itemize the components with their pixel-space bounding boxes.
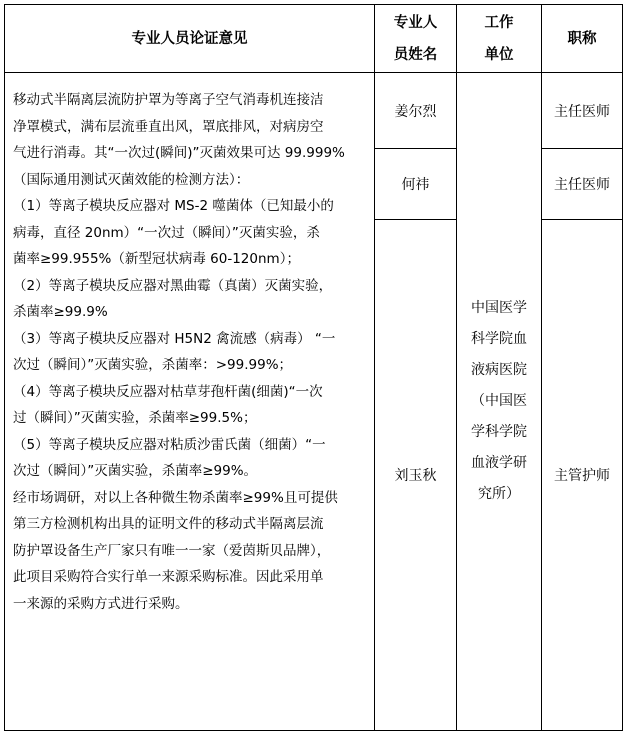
header-unit-line: 工作 [484,14,514,31]
header-name-line: 员姓名 [393,46,438,63]
work-unit-line: 血液学研 [471,455,527,471]
opinion-line: 移动式半隔离层流防护罩为等离子空气消毒机连接洁 [13,92,324,108]
expert-name: 何祎 [375,149,457,220]
work-unit-line: （中国医 [471,393,527,409]
opinion-line: 气进行消毒。其“一次过(瞬间)”灭菌效果可达 99.999% [13,145,345,161]
header-opinion: 专业人员论证意见 [5,5,375,73]
expert-title: 主管护师 [542,220,623,731]
expert-title: 主任医师 [542,73,623,149]
opinion-line: 杀菌率≥99.9% [13,304,108,320]
header-title: 职称 [542,5,623,73]
expert-title: 主任医师 [542,149,623,220]
work-unit [457,73,542,731]
opinion-line: 次过（瞬间）”灭菌实验，杀菌率≥99%。 [13,463,258,479]
opinion-line: （2）等离子模块反应器对黑曲霉（真菌）灭菌实验， [13,277,333,294]
work-unit-line: 科学院血 [471,331,527,347]
header-name-line: 专业人 [393,14,438,31]
work-unit-line: 中国医学 [471,300,527,316]
opinion-line: 此项目采购符合实行单一来源采购标准。因此采用单 [13,569,324,585]
opinion-line: （5）等离子模块反应器对粘质沙雷氏菌（细菌）“一 [13,436,326,453]
opinion-line: （国际通用测试灭菌效能的检测方法）： [13,171,250,188]
opinion-line: 防护罩设备生产厂家只有唯一一家（爱茵斯贝品牌）， [13,542,331,559]
header-unit-line: 单位 [484,46,514,63]
expert-name: 姜尔烈 [375,73,457,149]
opinion-line: 净罩模式，满布层流垂直出风，罩底排风，对病房空 [13,118,324,135]
work-unit-line: 究所） [478,486,520,502]
header-name [375,5,457,73]
opinion-line: 菌率≥99.955%（新型冠状病毒 60-120nm）； [13,251,300,267]
opinion-line: （1）等离子模块反应器对 MS-2 噬菌体（已知最小的 [13,198,334,214]
work-unit-line: 液病医院 [471,362,527,378]
opinion-line: 经市场调研，对以上各种微生物杀菌率≥99%且可提供 [13,489,338,506]
header-row [5,5,623,73]
opinion-line: （3）等离子模块反应器对 H5N2 禽流感（病毒） “一 [13,330,336,347]
opinion-line: （4）等离子模块反应器对枯草芽孢杆菌(细菌)“一次 [13,383,323,400]
expert-opinion-table [4,4,623,731]
expert-name: 刘玉秋 [375,220,457,731]
expert-row [5,73,623,149]
opinion-line: 次过（瞬间）”灭菌实验，杀菌率：>99.99%； [13,357,293,373]
opinion-line: 一来源的采购方式进行采购。 [13,595,189,612]
work-unit-line: 学科学院 [471,424,527,440]
opinion-text [5,73,375,731]
header-unit [457,5,542,73]
opinion-line: 第三方检测机构出具的证明文件的移动式半隔离层流 [13,516,324,532]
opinion-line: 病毒，直径 20nm）“一次过（瞬间）”灭菌实验，杀 [13,224,320,241]
opinion-line: 过（瞬间）”灭菌实验，杀菌率≥99.5%； [13,410,257,426]
